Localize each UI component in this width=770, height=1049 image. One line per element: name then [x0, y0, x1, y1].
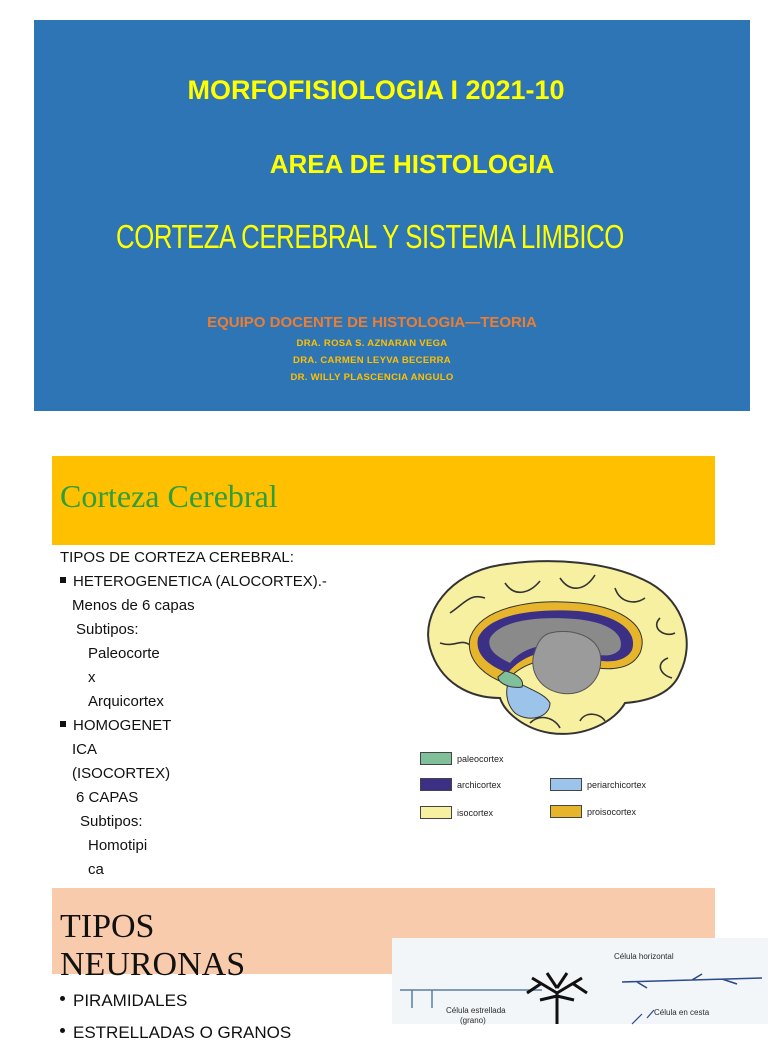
cortex-list-text: (ISOCORTEX) [72, 765, 171, 782]
cortex-list-line [60, 546, 380, 570]
cortex-list-text: ICA [72, 741, 98, 758]
cortex-list-line [60, 618, 380, 642]
slide2-title: Corteza Cerebral [60, 478, 278, 514]
cortex-list-text: Menos de 6 capas [72, 597, 195, 614]
area-title: AREA DE HISTOLOGIA [269, 149, 555, 179]
list-item [60, 1017, 291, 1049]
teacher-name: DRA. CARMEN LEYVA BECERRA [293, 355, 451, 366]
cortex-list-text: Homotipi [88, 837, 148, 854]
cortex-list-text: Arquicortex [88, 693, 164, 710]
legend-swatch [420, 806, 452, 819]
image-label: (grano) [460, 1016, 486, 1025]
cortex-list-text: Paleocorte [88, 645, 160, 662]
list-item-label: PIRAMIDALES [73, 991, 188, 1010]
brain-diagram [410, 553, 700, 743]
neuron-types-image [392, 938, 768, 1024]
slide3-title-line: NEURONAS [60, 946, 246, 983]
cortex-list-line [60, 570, 380, 594]
cortex-list-line [60, 666, 380, 690]
topic-title: CORTEZA CEREBRAL Y SISTEMA LIMBICO [116, 218, 624, 255]
cortex-types-list [60, 546, 380, 878]
image-label: Célula horizontal [614, 952, 674, 961]
legend-label: periarchicortex [587, 779, 647, 790]
legend-label: proisocortex [587, 806, 637, 817]
slide3-title [60, 908, 245, 984]
cortex-list-text: x [88, 669, 96, 686]
cortex-list-text: ca [88, 861, 104, 878]
cortex-list-line [60, 594, 380, 618]
slide3-title-line: TIPOS [60, 908, 155, 945]
cortex-list-line [60, 762, 380, 786]
legend-swatch [550, 778, 582, 791]
slide2-header [52, 456, 715, 545]
cortex-list-text: HOMOGENET [73, 717, 172, 734]
legend-swatch [550, 805, 582, 818]
legend-item [420, 806, 493, 819]
cortex-list-text: TIPOS DE CORTEZA CEREBRAL: [60, 549, 294, 566]
list-item [60, 985, 291, 1017]
neuron-drawing [392, 938, 768, 1024]
legend-label: isocortex [457, 807, 494, 818]
cortex-list-line [60, 642, 380, 666]
cortex-list-line [60, 690, 380, 714]
cortex-list-line [60, 834, 380, 858]
image-label: Célula en cesta [654, 1008, 710, 1017]
cortex-list-text: Subtipos: [80, 813, 143, 830]
cortex-list-line [60, 858, 380, 882]
legend-swatch [420, 778, 452, 791]
course-title: MORFOFISIOLOGIA I 2021-10 [187, 75, 565, 105]
cortex-list-text: HETEROGENETICA (ALOCORTEX).- [73, 573, 327, 590]
cortex-list-text: 6 CAPAS [76, 789, 139, 806]
team-heading: EQUIPO DOCENTE DE HISTOLOGIA—TEORIA [207, 314, 537, 331]
legend-item [550, 778, 646, 791]
cortex-list-text: Subtipos: [76, 621, 139, 638]
legend-label: paleocortex [457, 753, 504, 764]
teacher-name: DRA. ROSA S. AZNARAN VEGA [296, 338, 448, 349]
legend-item [420, 778, 501, 791]
legend-label: archicortex [457, 779, 502, 790]
brain-legend [420, 752, 720, 822]
teacher-name: DR. WILLY PLASCENCIA ANGULO [290, 372, 454, 383]
title-slide [34, 20, 750, 411]
bullet-icon [60, 577, 66, 583]
cortex-list-line [60, 786, 380, 810]
legend-item [420, 752, 504, 765]
cortex-list-line [60, 810, 380, 834]
legend-item [550, 805, 636, 818]
neuron-types-list [60, 985, 291, 1049]
bullet-icon [60, 721, 66, 727]
cortex-list-line [60, 738, 380, 762]
cortex-list-line [60, 714, 380, 738]
legend-swatch [420, 752, 452, 765]
image-label: Célula estrellada [446, 1006, 506, 1015]
list-item-label: ESTRELLADAS O GRANOS [73, 1023, 292, 1042]
